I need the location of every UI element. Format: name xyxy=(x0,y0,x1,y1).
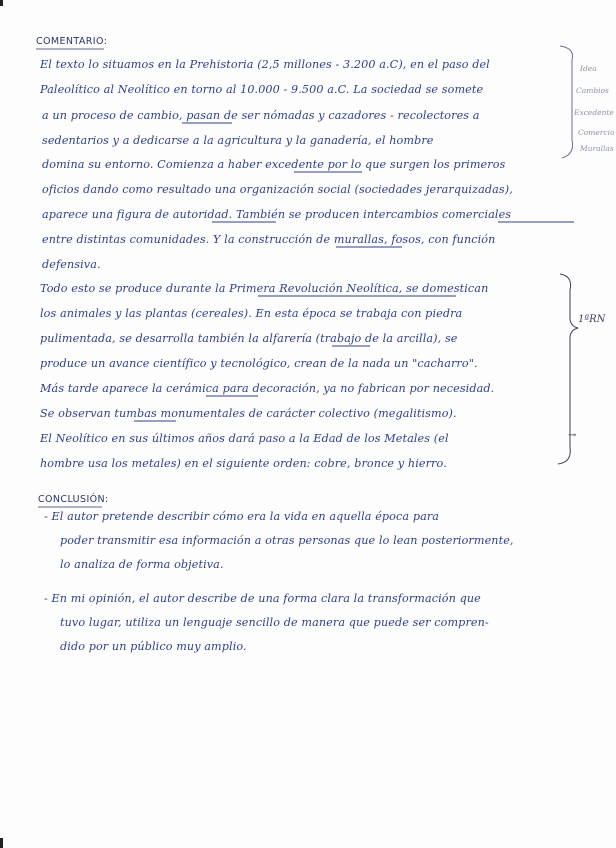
comentario-line-9: defensiva. xyxy=(42,258,101,271)
revolucion-line-1: Todo esto se produce durante la Primera Revolución Neolítica, se domestican xyxy=(40,282,489,295)
scan-edge-mark-top xyxy=(0,0,3,6)
comentario-line-2: Paleolítico al Neolítico en torno al 10.000 - 9.500 a.C. La sociedad se somete xyxy=(40,83,484,96)
scan-edge-mark-bottom xyxy=(0,838,3,848)
bracket-label-rn: 1ªRN xyxy=(578,314,606,325)
comentario-line-3: a un proceso de cambio, pasan de ser nómadas y cazadores - recolectores a xyxy=(42,109,480,122)
conclusion-item2-line-3: dido por un público muy amplio. xyxy=(60,640,247,653)
conclusion-item1-line-3: lo analiza de forma objetiva. xyxy=(60,558,224,571)
conclusion-item2-line-2: tuvo lugar, utiliza un lenguaje sencillo de manera que puede ser compren- xyxy=(60,616,489,629)
revolucion-line-6: Se observan tumbas monumentales de carácter colectivo (megalitismo). xyxy=(40,407,457,420)
revolucion-line-2: los animales y las plantas (cereales). En esta época se trabaja con piedra xyxy=(40,307,463,320)
margin-note-idea: Idea xyxy=(580,64,597,73)
margin-note-cambios: Cambios xyxy=(576,86,609,95)
comentario-line-7: aparece una figura de autoridad. También se producen intercambios comerciales xyxy=(42,208,512,221)
arrow-glyph: → xyxy=(568,430,577,441)
comentario-line-8: entre distintas comunidades. Y la construcción de murallas, fosos, con función xyxy=(42,233,496,246)
margin-note-excedente: Excedente xyxy=(574,108,614,117)
margin-note-comercio: Comercio xyxy=(578,128,615,137)
comentario-line-6: oficios dando como resultado una organización social (sociedades jerarquizadas), xyxy=(42,183,513,196)
comentario-line-5: domina su entorno. Comienza a haber excedente por lo que surgen los primeros xyxy=(42,158,506,171)
revolucion-line-7: El Neolítico en sus últimos años dará paso a la Edad de los Metales (el xyxy=(40,432,449,445)
revolucion-line-4: produce un avance científico y tecnológico, crean de la nada un "cacharro". xyxy=(40,357,478,370)
conclusion-item1-line-2: poder transmitir esa información a otras personas que lo lean posteriormente, xyxy=(60,534,514,547)
comentario-line-1: El texto lo situamos en la Prehistoria (2,5 millones - 3.200 a.C), en el paso del xyxy=(40,58,490,71)
revolucion-line-3: pulimentada, se desarrolla también la alfarería (trabajo de la arcilla), se xyxy=(40,332,458,345)
margin-note-murallas: Murallas xyxy=(580,144,614,153)
revolucion-line-5: Más tarde aparece la cerámica para decoración, ya no fabrican por necesidad. xyxy=(40,382,495,395)
conclusion-item2-line-1: - En mi opinión, el autor describe de una forma clara la transformación que xyxy=(44,592,481,605)
conclusion-heading: CONCLUSIÓN: xyxy=(38,494,109,505)
conclusion-item1-line-1: - El autor pretende describir cómo era la vida en aquella época para xyxy=(44,510,440,523)
comentario-line-4: sedentarios y a dedicarse a la agricultura y la ganadería, el hombre xyxy=(42,134,434,147)
comentario-heading: COMENTARIO: xyxy=(36,36,108,47)
revolucion-line-8: hombre usa los metales) en el siguiente orden: cobre, bronce y hierro. xyxy=(40,457,447,470)
